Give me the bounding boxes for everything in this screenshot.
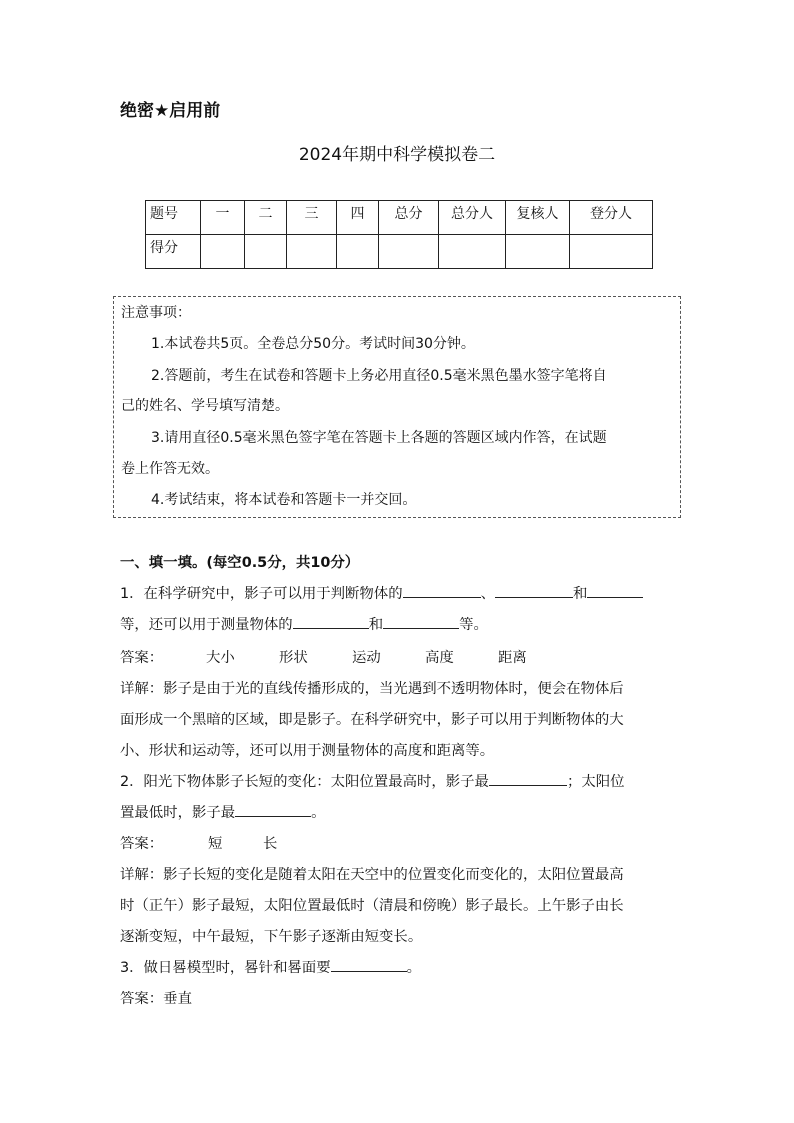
question-text: 置最低时，影子最 — [120, 805, 236, 821]
score-entry-cell[interactable] — [439, 235, 506, 269]
notice-heading: 注意事项： — [121, 305, 191, 321]
answer-blank[interactable] — [235, 802, 311, 817]
answer-blank[interactable] — [587, 583, 643, 598]
question-text: 等，还可以用于测量物体的 — [120, 617, 293, 633]
notice-item: 卷上作答无效。 — [121, 461, 219, 477]
question-3-answer: 答案：垂直 — [120, 991, 192, 1007]
notice-item: 1.本试卷共5页。全卷总分50分。考试时间30分钟。 — [151, 336, 475, 352]
question-text: 1．在科学研究中，影子可以用于判断物体的 — [120, 586, 403, 602]
score-header-cell: 四 — [337, 201, 379, 235]
section-heading: 一、填一填。(每空0.5分，共10分） — [120, 555, 360, 571]
question-text: 、 — [480, 586, 495, 602]
notice-item: 己的姓名、学号填写清楚。 — [121, 398, 289, 414]
question-text: 和 — [368, 617, 384, 633]
question-1-line-1 — [120, 582, 643, 603]
detail-text: 逐渐变短，中午最短，下午影子逐渐由短变长。 — [120, 929, 423, 945]
score-header-cell: 总分人 — [439, 201, 506, 235]
question-text: 2．阳光下物体影子长短的变化：太阳位置最高时，影子最 — [120, 774, 489, 790]
score-header-cell: 二 — [245, 201, 287, 235]
detail-text: 时（正午）影子最短，太阳位置最低时（清晨和傍晚）影子最长。上午影子由长 — [120, 898, 624, 914]
score-header-cell: 总分 — [379, 201, 439, 235]
notice-item: 2.答题前，考生在试卷和答题卡上务必用直径0.5毫米黑色墨水签字笔将自 — [151, 368, 607, 384]
score-entry-cell[interactable] — [570, 235, 653, 269]
question-1-line-2 — [120, 613, 488, 634]
answer-blank[interactable] — [489, 771, 567, 786]
answer-blank[interactable] — [403, 583, 481, 598]
answer-label: 答案： — [120, 836, 164, 852]
score-entry-cell[interactable] — [506, 235, 570, 269]
answer-value: 长 — [263, 836, 278, 852]
answer-blank[interactable] — [383, 614, 459, 629]
answer-value: 短 — [208, 836, 223, 852]
score-entry-cell[interactable] — [337, 235, 379, 269]
score-header-cell: 复核人 — [506, 201, 570, 235]
question-text: 。 — [406, 960, 422, 976]
question-text: ；太阳位 — [566, 774, 625, 790]
notice-box — [113, 296, 681, 518]
detail-text: 小、形状和运动等，还可以用于测量物体的高度和距离等。 — [120, 743, 495, 759]
answer-label: 答案： — [120, 650, 164, 666]
detail-text: 详解：影子长短的变化是随着太阳在天空中的位置变化而变化的，太阳位置最高 — [120, 867, 624, 883]
question-text: 3．做日晷模型时，晷针和晷面要 — [120, 960, 331, 976]
notice-item: 4.考试结束，将本试卷和答题卡一并交回。 — [151, 492, 417, 508]
answer-blank[interactable] — [293, 614, 369, 629]
answer-blank[interactable] — [495, 583, 573, 598]
question-text: 等。 — [459, 617, 488, 633]
answer-value: 高度 — [425, 650, 454, 666]
answer-value: 形状 — [279, 650, 308, 666]
question-2-answer — [120, 832, 277, 853]
answer-value: 运动 — [352, 650, 381, 666]
question-2-line-1 — [120, 770, 625, 791]
answer-value: 距离 — [498, 650, 527, 666]
notice-item: 3.请用直径0.5毫米黑色签字笔在答题卡上各题的答题区域内作答，在试题 — [151, 430, 607, 446]
score-header-cell: 一 — [201, 201, 245, 235]
answer-blank[interactable] — [331, 957, 407, 972]
score-entry-cell[interactable] — [379, 235, 439, 269]
question-2-line-2 — [120, 801, 326, 822]
score-header-cell: 登分人 — [570, 201, 653, 235]
score-table-score-row — [146, 235, 653, 269]
score-entry-cell[interactable] — [201, 235, 245, 269]
question-text: 。 — [311, 805, 326, 821]
score-header-cell: 题号 — [146, 201, 201, 235]
score-row-label: 得分 — [146, 235, 201, 269]
score-header-cell: 三 — [287, 201, 337, 235]
question-1-answer — [120, 646, 527, 667]
detail-text: 面形成一个黑暗的区域，即是影子。在科学研究中，影子可以用于判断物体的大 — [120, 712, 624, 728]
score-entry-cell[interactable] — [287, 235, 337, 269]
score-table-header-row — [146, 201, 653, 235]
score-table — [145, 200, 653, 269]
confidential-label: 绝密★启用前 — [120, 101, 221, 121]
exam-title: 2024年期中科学模拟卷二 — [298, 145, 496, 165]
score-entry-cell[interactable] — [245, 235, 287, 269]
question-text: 和 — [573, 586, 588, 602]
detail-text: 详解：影子是由于光的直线传播形成的，当光遇到不透明物体时，便会在物体后 — [120, 681, 624, 697]
answer-value: 大小 — [206, 650, 235, 666]
question-3-line — [120, 956, 421, 977]
